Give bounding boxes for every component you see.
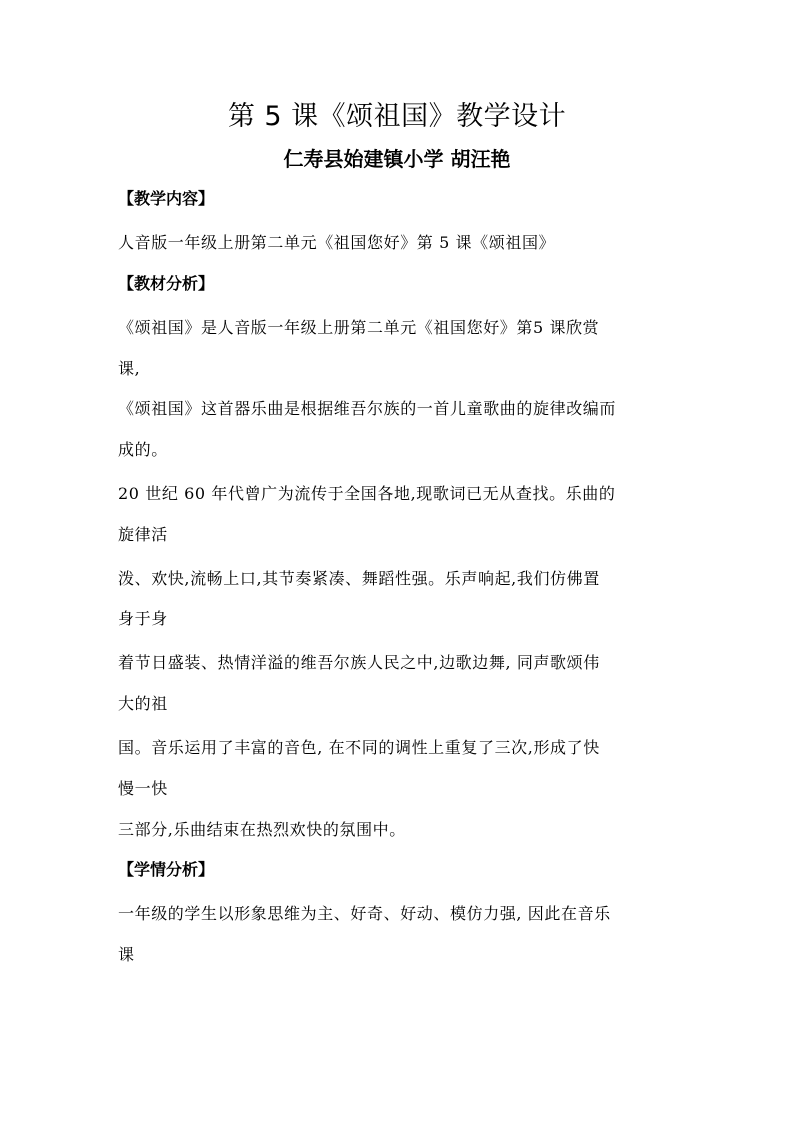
material-line: 大的祖 [118, 694, 168, 713]
section-heading-students: 【学情分析】 [118, 860, 215, 879]
material-line: 《颂祖国》这首器乐曲是根据维吾尔族的一首儿童歌曲的旋律改编而 [118, 399, 617, 418]
content-line: 人音版一年级上册第二单元《祖国您好》第 5 课《颂祖国》 [118, 233, 556, 252]
material-line: 国。音乐运用了丰富的音色, 在不同的调性上重复了三次,形成了快 [118, 738, 600, 757]
material-line: 旋律活 [118, 525, 168, 544]
section-heading-material: 【教材分析】 [118, 274, 215, 293]
material-line: 课, [118, 359, 141, 378]
material-line: 身于身 [118, 609, 168, 628]
document-title: 第 5 课《颂祖国》教学设计 [227, 101, 567, 132]
material-line: 成的。 [118, 440, 168, 459]
material-line: 慢一快 [118, 779, 168, 798]
material-line: 着节日盛装、热情洋溢的维吾尔族人民之中,边歌边舞, 同声歌颂伟 [118, 653, 600, 672]
students-line: 一年级的学生以形象思维为主、好奇、好动、模仿力强, 因此在音乐 [118, 904, 611, 923]
material-line: 三部分,乐曲结束在热烈欢快的氛围中。 [118, 820, 406, 839]
material-line: 《颂祖国》是人音版一年级上册第二单元《祖国您好》第5 课欣赏 [118, 318, 600, 337]
students-line: 课 [118, 945, 135, 964]
section-heading-content: 【教学内容】 [118, 189, 215, 208]
document-subtitle: 仁寿县始建镇小学 胡汪艳 [283, 147, 511, 171]
material-line: 泼、欢快,流畅上口,其节奏紧凑、舞蹈性强。乐声响起,我们仿佛置 [118, 569, 600, 588]
material-line: 20 世纪 60 年代曾广为流传于全国各地,现歌词已无从查找。乐曲的 [118, 484, 616, 503]
